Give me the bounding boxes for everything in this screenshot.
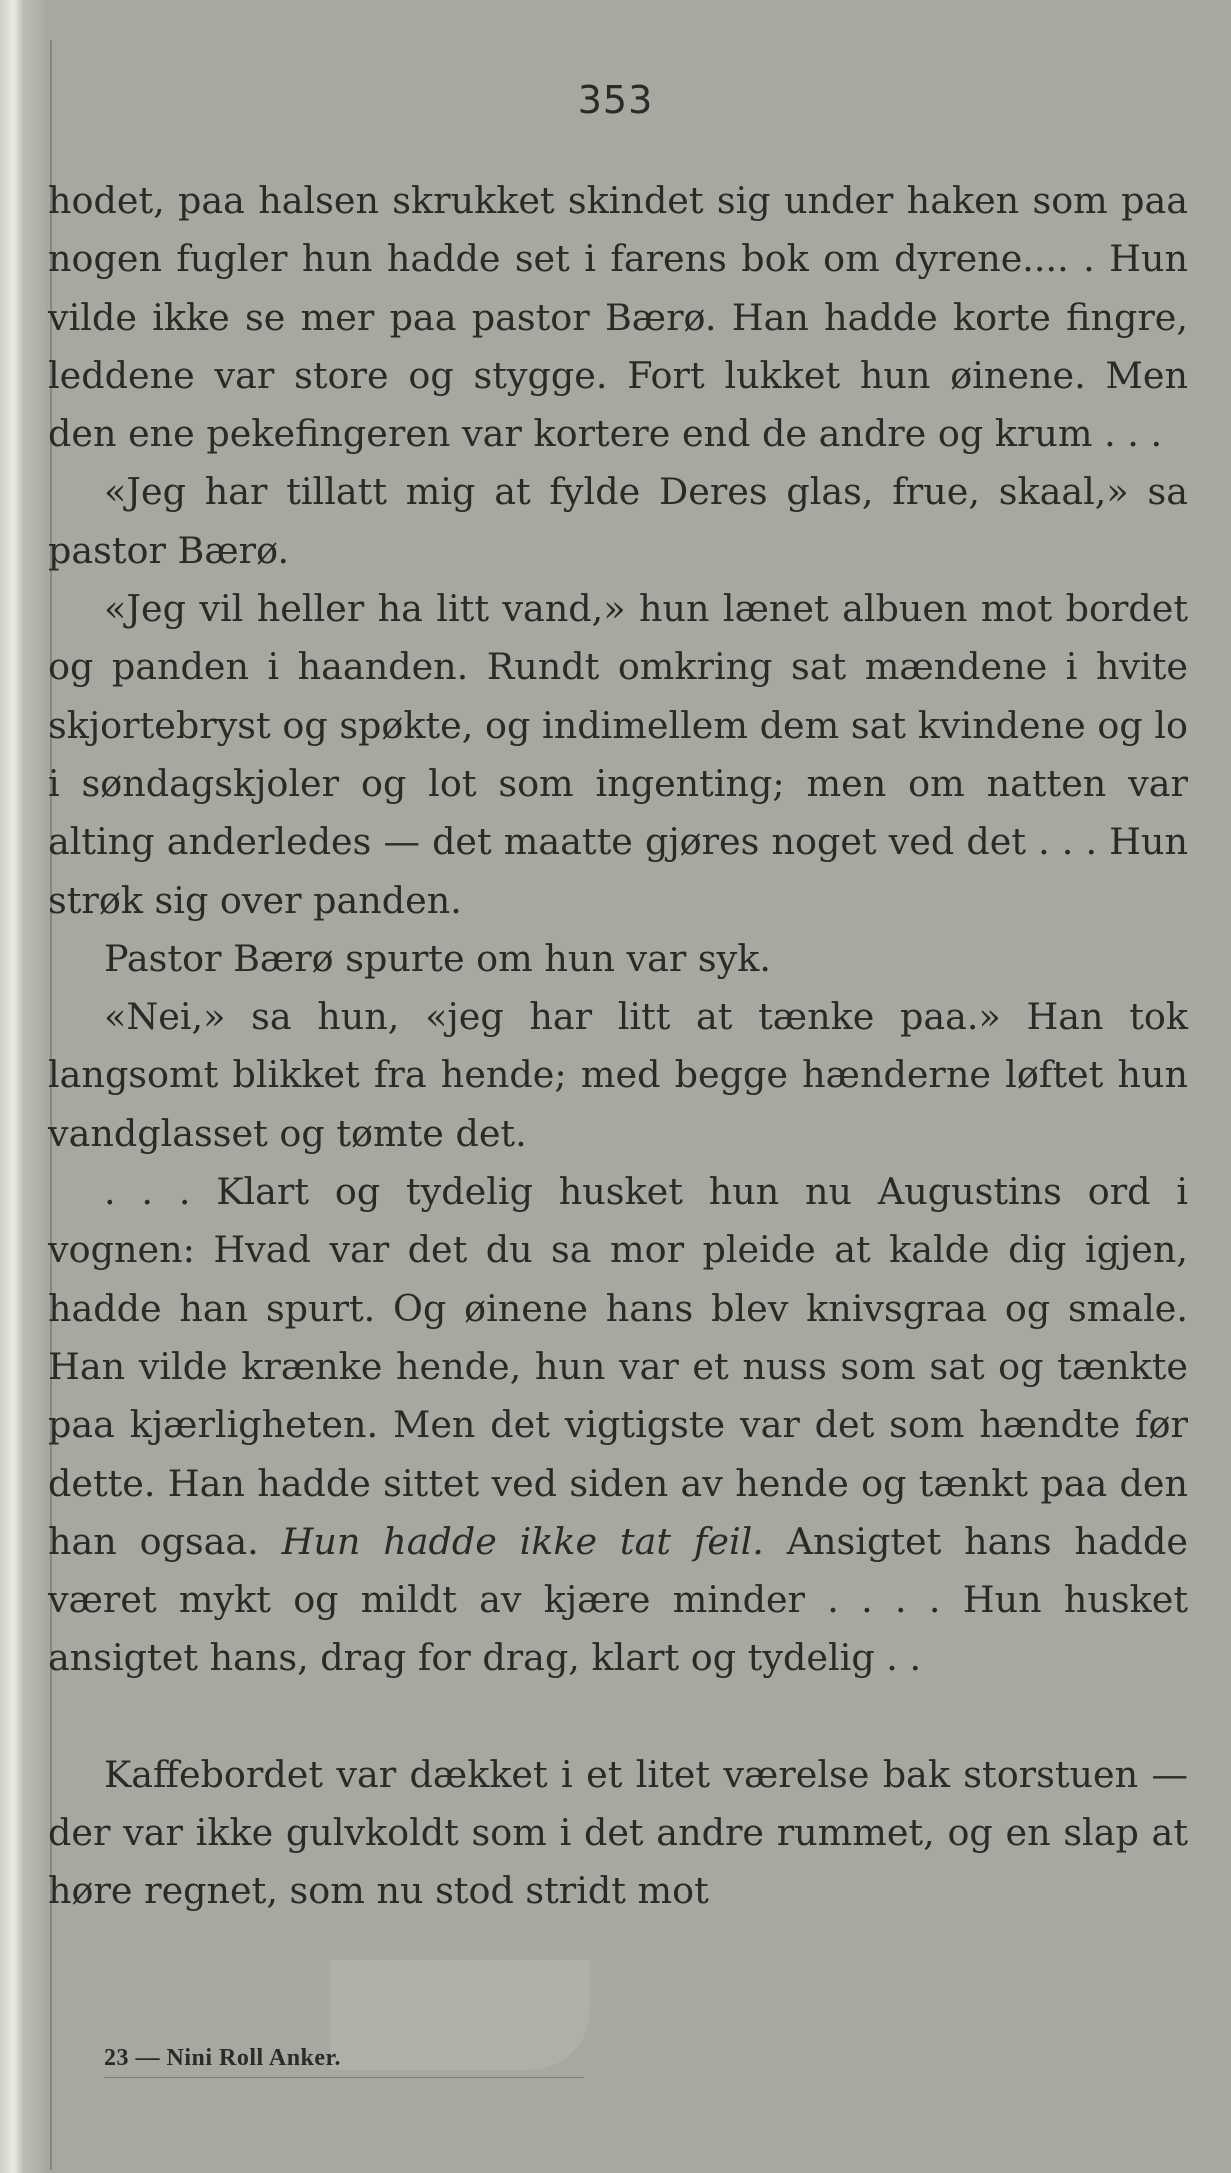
text-run: . . . Klart og tydelig husket hun nu Augustins ord i vognen: Hvad var det du sa mor pleide at kalde dig igjen, hadde han spurt. Og øinene hans blev knivsgraa og smale. Han vilde krænke hende, hun var et nuss som sat og tænkte paa kjærligheten. Men det vigtigste var det som hændte før dette. Han hadde sittet ved siden av hende og tænkt paa den han ogsaa. <box>48 1170 1188 1563</box>
signature-rule <box>104 2077 584 2078</box>
printer-signature: 23 — Nini Roll Anker. <box>104 2045 341 2071</box>
text-run: Kaffebordet var dækket i et litet værelse bak storstuen — der var ikke gulvkoldt som i det andre rummet, og en slap at høre regnet, som nu stod stridt mot <box>48 1752 1188 1913</box>
text-run: «Jeg vil heller ha litt vand,» hun lænet albuen mot bordet og panden i haanden. Rundt omkring sat mændene i hvite skjortebryst og spøkte, og indimellem dem sat kvindene og lo i søndagskjoler og lot som ingenting; men om natten var alting anderledes — det maatte gjøres noget ved det . . . Hun strøk sig over panden. <box>48 587 1188 922</box>
paragraph-p2 <box>48 463 1188 580</box>
page-gutter <box>0 0 46 2173</box>
text-run: hodet, paa halsen skrukket skindet sig under haken som paa nogen fugler hun hadde set i farens bok om dyrene.... . Hun vilde ikke se mer paa pastor Bærø. Han hadde korte fingre, leddene var store og stygge. Fort lukket hun øinene. Men den ene pekefingeren var kortere end de andre og krum . . . <box>48 179 1188 456</box>
text-run: Pastor Bærø spurte om hun var syk. <box>104 936 771 980</box>
text-run: «Jeg har tillatt mig at fylde Deres glas, frue, skaal,» sa pastor Bærø. <box>48 470 1188 572</box>
text-run: «Nei,» sa hun, «jeg har litt at tænke paa.» Han tok langsomt blikket fra hende; med begge hænderne løftet hun vandglasset og tømte det. <box>48 995 1188 1155</box>
body-text <box>48 172 1188 1921</box>
italic-text: Hun hadde ikke tat feil. <box>281 1519 764 1563</box>
paragraph-p7 <box>48 1746 1188 1921</box>
page-stain <box>330 1960 590 2070</box>
paragraph-p1 <box>48 172 1188 463</box>
paragraph-p6 <box>48 1163 1188 1688</box>
paragraph-p5 <box>48 988 1188 1163</box>
page-number: 353 <box>577 78 654 122</box>
paragraph-p4 <box>48 930 1188 988</box>
text-run: Ansigtet hans hadde været mykt og mildt av kjære minder . . . . Hun husket ansigtet hans, drag for drag, klart og tydelig . . <box>48 1519 1188 1680</box>
paragraph-p3 <box>48 580 1188 930</box>
